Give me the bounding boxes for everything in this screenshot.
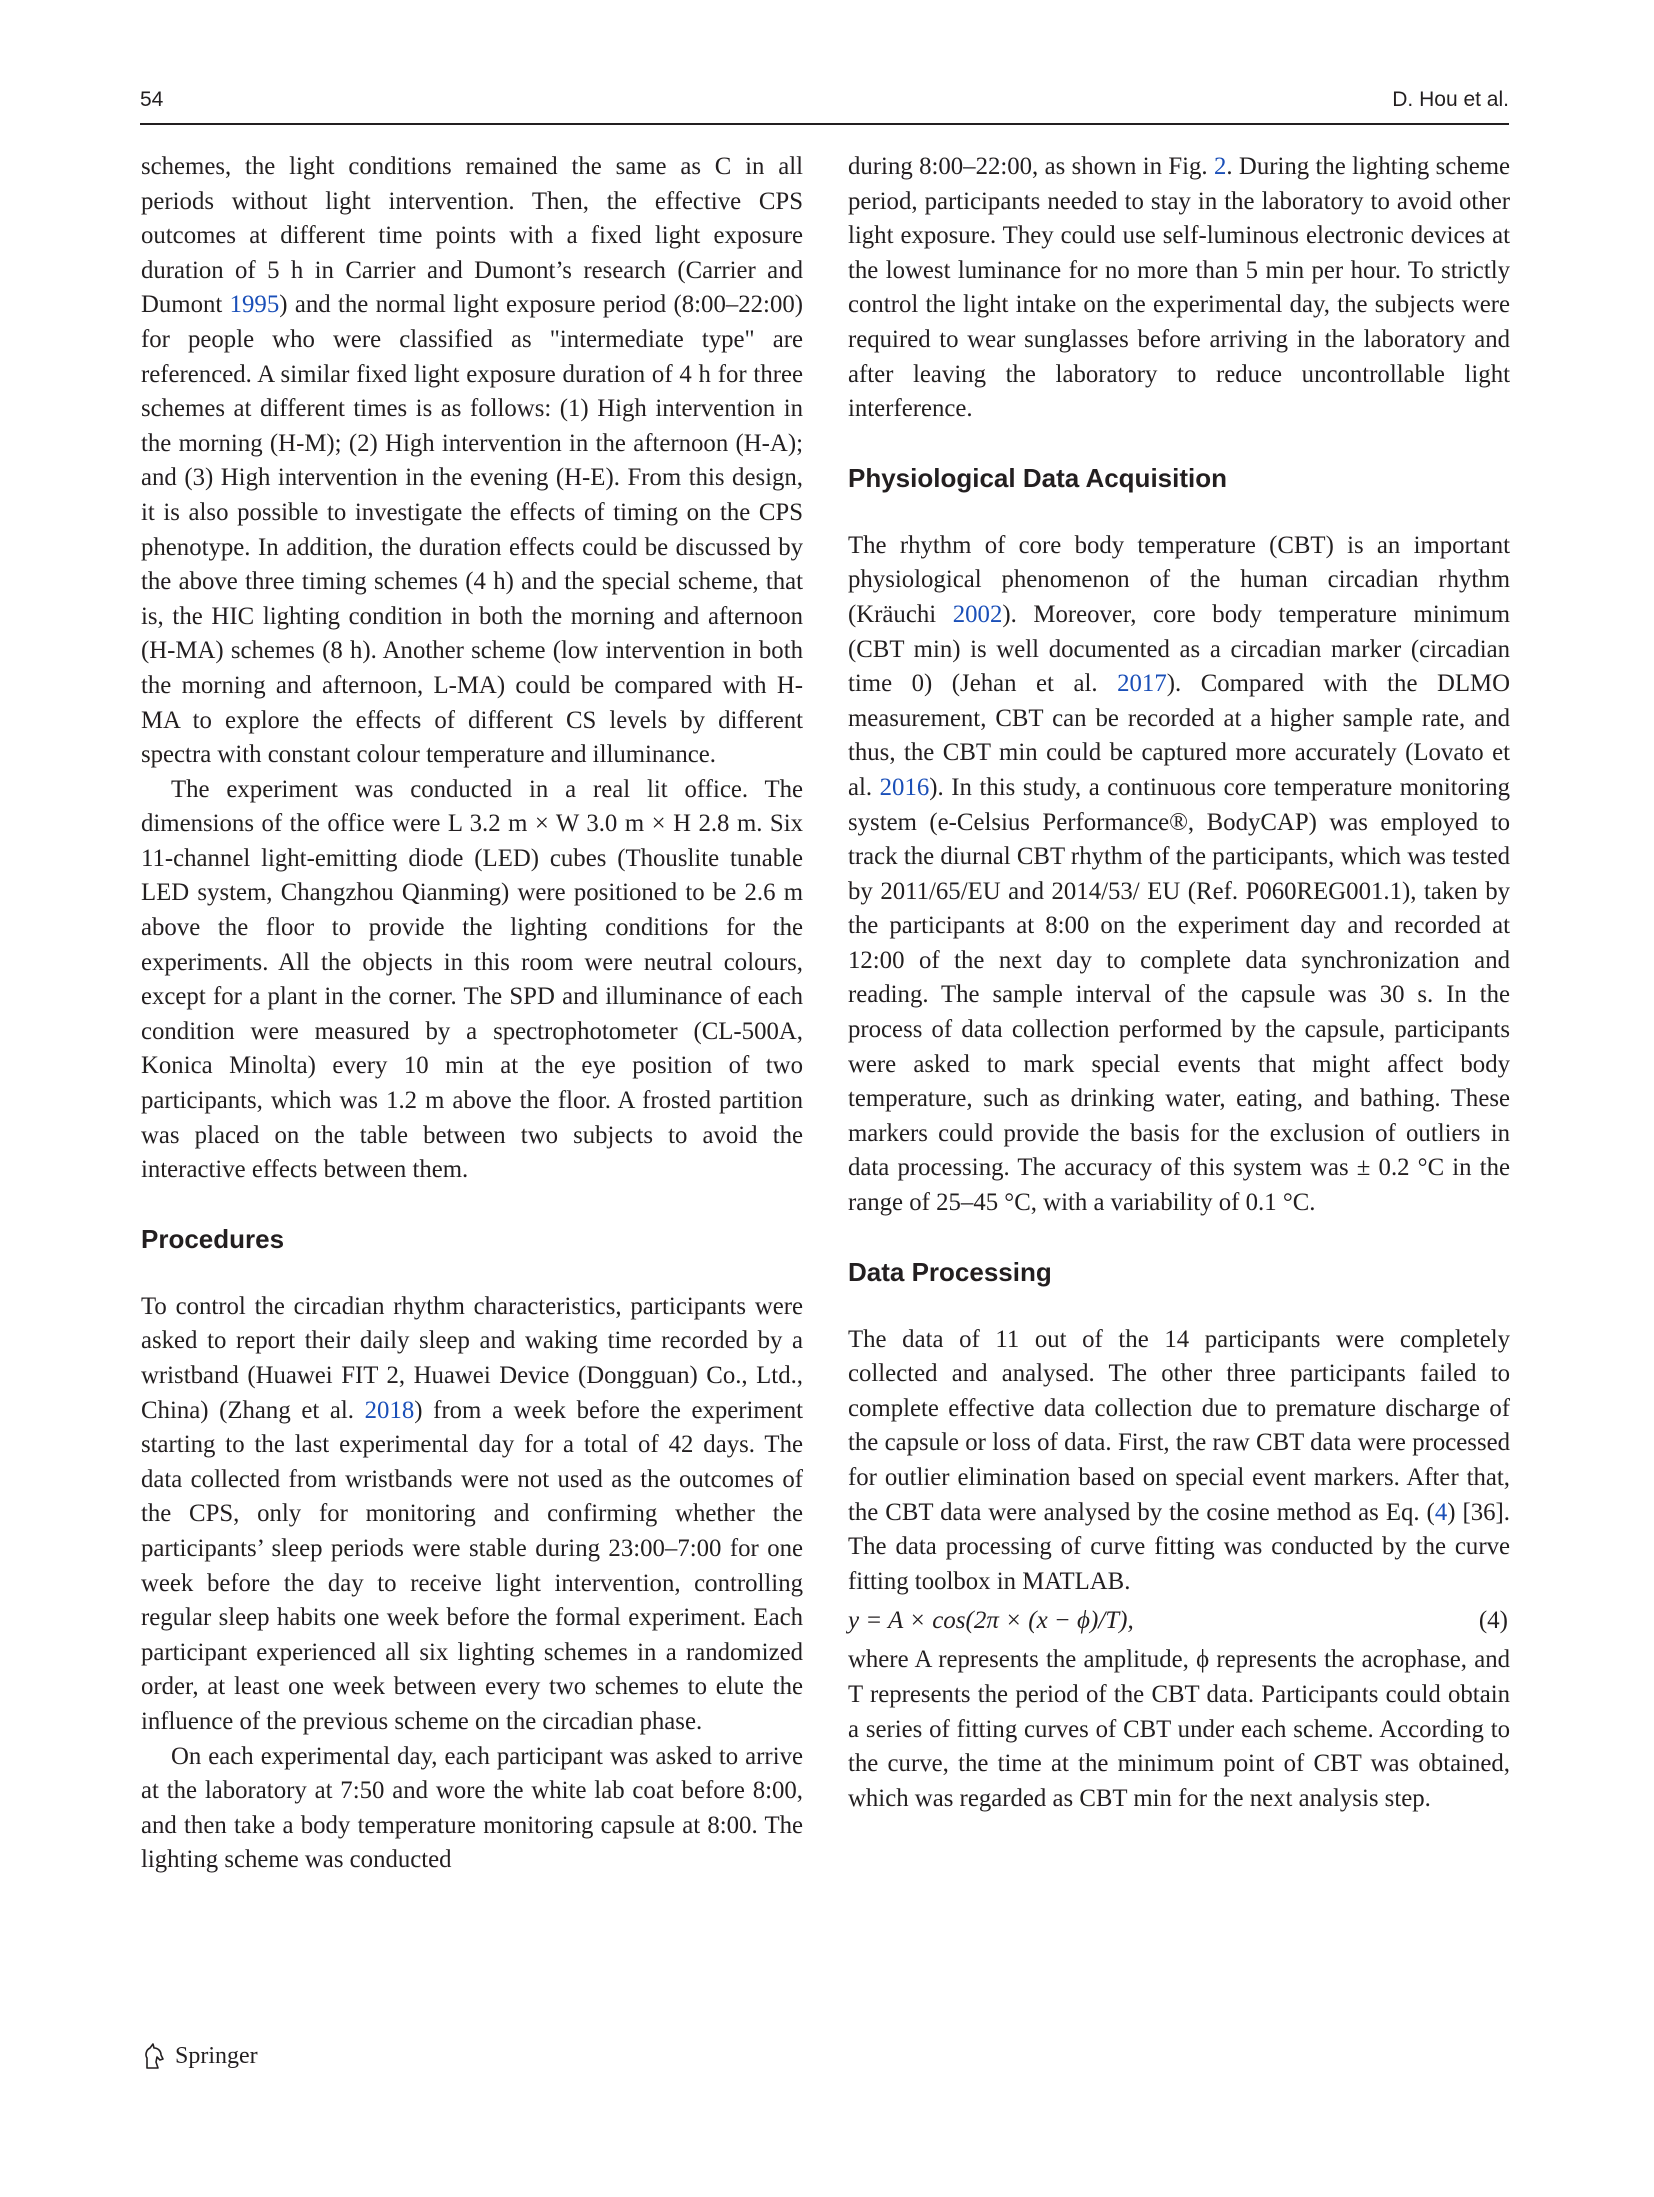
- heading-data-processing: Data Processing: [848, 1256, 1052, 1287]
- equation-link[interactable]: 4: [1434, 1498, 1448, 1526]
- page-number: 54: [140, 88, 164, 111]
- equation-4: [848, 1599, 1510, 1643]
- citation-link[interactable]: 2017: [1117, 670, 1167, 698]
- right-column: [848, 150, 1510, 1816]
- springer-horse-icon: [141, 2042, 167, 2070]
- publisher-footer: [141, 2040, 258, 2072]
- paragraph-data-processing: The data of 11 out of the 14 participants were completely collected and analysed. The other three participants failed to complete effective data collection due to premature discharge of the capsule or loss of data. First, the raw CBT data were processed for outlier elimination based on special event markers. After that, the CBT data were analysed by the cosine method as Eq. (4) [36]. The data processing of curve fitting was conducted by the curve fitting toolbox in MATLAB.: [848, 1325, 1511, 1595]
- paragraph-lighting-period: during 8:00–22:00, as shown in Fig. 2. During the lighting scheme period, participants needed to stay in the laboratory to avoid other light exposure. They could use self-luminous electronic devices at the lowest luminance for no more than 5 min per hour. To strictly control the light intake on the experimental day, the subjects were required to wear sunglasses before arriving in the laboratory and after leaving the laboratory to reduce uncontrollable light interference.: [848, 153, 1511, 423]
- paragraph-cbt-rhythm: The rhythm of core body temperature (CBT) is an important physiological phenomenon of the human circadian rhythm (Kräuchi 2002). Moreover, core body temperature minimum (CBT min) is well documented as a circadian marker (circadian time 0) (Jehan et al. 2017). Compared with the DLMO measurement, CBT can be recorded at a higher sample rate, and thus, the CBT min could be captured more accurately (Lovato et al. 2016). In this study, a continuous core temperature monitoring system (e-Celsius Performance®, BodyCAP) was employed to track the diurnal CBT rhythm of the participants, which was tested by 2011/65/EU and 2014/53/ EU (Ref. P060REG001.1), taken by the participants at 8:00 on the experiment day and recorded at 12:00 of the next day to complete data synchronization and reading. The sample interval of the capsule was 30 s. In the process of data collection performed by the capsule, participants were asked to mark special events that might affect body temperature, such as drinking water, eating, and bathing. These markers could provide the basis for the exclusion of outliers in data processing. The accuracy of this system was ± 0.2 °C in the range of 25–45 °C, with a variability of 0.1 °C.: [848, 531, 1511, 1217]
- paragraph-schemes: schemes, the light conditions remained the same as C in all periods without light intervention. Then, the effective CPS outcomes at different time points with a fixed light exposure duration of 5 h in Carrier and Dumont’s research (Carrier and Dumont 1995) and the normal light exposure period (8:00–22:00) for people who were classified as "intermediate type" are referenced. A similar fixed light exposure duration of 4 h for three schemes at different times is as follows: (1) High intervention in the morning (H-M); (2) High intervention in the afternoon (H-A); and (3) High intervention in the evening (H-E). From this design, it is also possible to investigate the effects of timing on the CPS phenotype. In addition, the duration effects could be discussed by the above three timing schemes (4 h) and the special scheme, that is, the HIC lighting condition in both the morning and afternoon (H-MA) schemes (8 h). Another scheme (low intervention in both the morning and afternoon, L-MA) could be compared with H-MA to explore the effects of different CS levels by different spectra with constant colour temperature and illuminance.: [141, 153, 803, 769]
- equation-number: (4): [1478, 1607, 1508, 1635]
- paragraph-experiment-office: The experiment was conducted in a real lit office. The dimensions of the office were L 3.2 m × W 3.0 m × H 2.8 m. Six 11-channel light-emitting diode (LED) cubes (Thouslite tunable LED system, Changzhou Qianming) were positioned to be 2.6 m above the floor to provide the lighting conditions for the experiments. All the objects in this room were neutral colours, except for a plant in the corner. The SPD and illuminance of each condition were measured by a spectrophotometer (CL-500A, Konica Minolta) every 10 min at the eye position of two participants, which was 1.2 m above the floor. A frosted partition was placed on the table between two subjects to avoid the interactive effects between them.: [141, 775, 803, 1184]
- figure-link[interactable]: 2: [1213, 153, 1227, 180]
- equation-expression: y = A × cos(2π × (x − ϕ)/T),: [848, 1607, 1134, 1635]
- citation-link[interactable]: 2018: [364, 1396, 415, 1424]
- heading-physiological-data: Physiological Data Acquisition: [848, 462, 1227, 493]
- running-authors: D. Hou et al.: [1392, 88, 1509, 111]
- citation-link[interactable]: 2002: [952, 600, 1003, 628]
- citation-link[interactable]: 1995: [229, 291, 280, 319]
- header-rule: [140, 123, 1509, 125]
- heading-procedures: Procedures: [141, 1223, 285, 1254]
- paragraph-equation-explanation: where A represents the amplitude, ϕ represents the acrophase, and T represents the period of the CBT data. Participants could obtain a series of fitting curves of CBT under each scheme. According to the curve, the time at the minimum point of CBT was obtained, which was regarded as CBT min for the next analysis step.: [848, 1646, 1510, 1812]
- paragraph-experimental-day: On each experimental day, each participant was asked to arrive at the laboratory at 7:50 and wore the white lab coat before 8:00, and then take a body temperature monitoring capsule at 8:00. The lighting scheme was conducted: [141, 1742, 803, 1874]
- running-header: [140, 88, 1509, 118]
- publisher-name: Springer: [175, 2042, 258, 2069]
- left-column: [141, 150, 803, 1878]
- citation-link[interactable]: 2016: [879, 773, 930, 801]
- paragraph-procedures: To control the circadian rhythm characteristics, participants were asked to report their daily sleep and waking time recorded by a wristband (Huawei FIT 2, Huawei Device (Dongguan) Co., Ltd., China) (Zhang et al. 2018) from a week before the experiment starting to the last experimental day for a total of 42 days. The data collected from wristbands were not used as the outcomes of the CPS, only for monitoring and confirming whether the participants’ sleep periods were stable during 23:00–7:00 for one week before the day to receive light intervention, controlling regular sleep habits one week before the formal experiment. Each participant experienced all six lighting schemes in a randomized order, at least one week between every two schemes to elute the influence of the previous scheme on the circadian phase.: [141, 1292, 803, 1735]
